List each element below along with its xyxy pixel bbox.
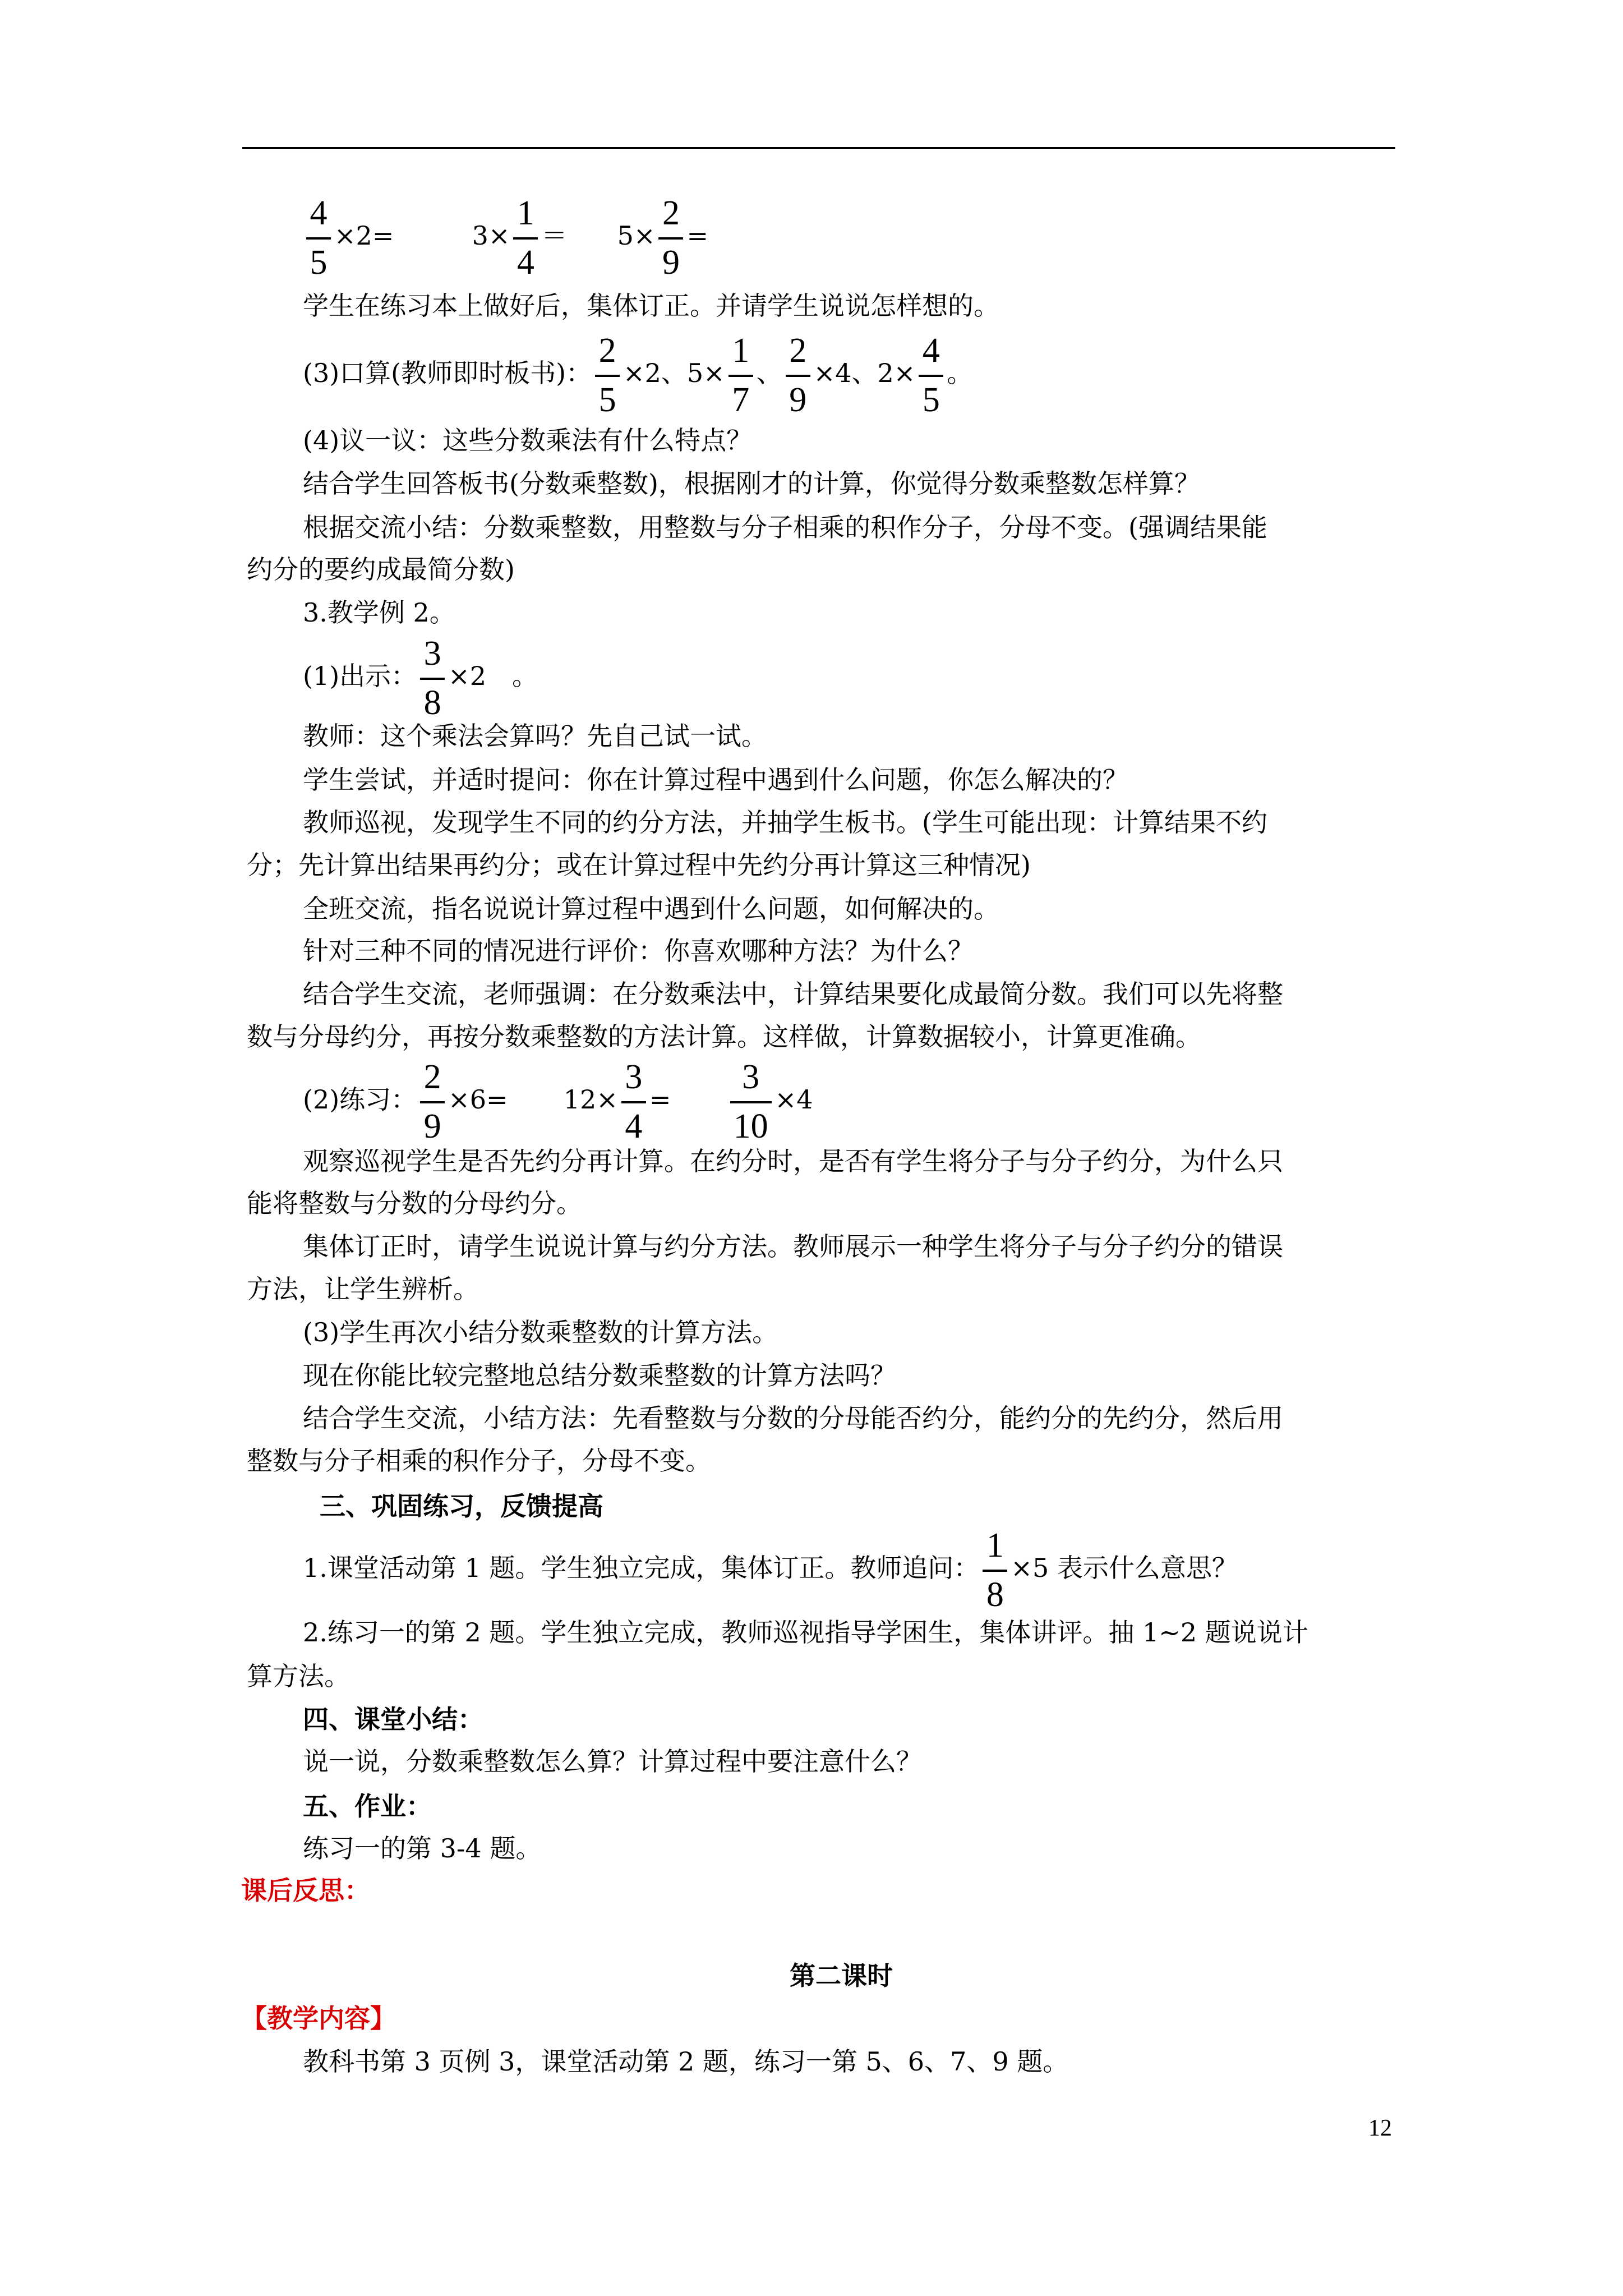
text-line: 结合学生交流，老师强调：在分数乘法中，计算结果要化成最简分数。我们可以先将整 [303, 979, 1283, 1009]
text-line: 根据交流小结：分数乘整数，用整数与分子相乘的积作分子，分母不变。(强调结果能 [303, 512, 1267, 542]
text-line: 观察巡视学生是否先约分再计算。在约分时，是否有学生将分子与分子约分，为什么只 [303, 1146, 1283, 1176]
section-heading: 三、巩固练习，反馈提高 [320, 1491, 603, 1521]
text-line: 结合学生交流，小结方法：先看整数与分数的分母能否约分，能约分的先约分，然后用 [303, 1403, 1283, 1433]
example-2-line: (1)出示： $\frac{3}{8}$ ×2 。 [303, 634, 538, 722]
section-heading: 五、作业： [303, 1791, 432, 1821]
activity-1-line: 1.课堂活动第 1 题。学生独立完成，集体订正。教师追问： $\frac{1}{8}$ ×5 表示什么意思？ [303, 1526, 1238, 1614]
exercise-row-1: $\frac{4}{5}$ ×2= 3× $\frac{1}{4}$ ＝ 5× $\frac{2}{9}$ = [303, 194, 708, 282]
text-line: 练习一的第 3-4 题。 [303, 1833, 542, 1864]
text-line: 分；先计算出结果再约分；或在计算过程中先约分再计算这三种情况) [247, 850, 1031, 880]
text-line: (4)议一议：这些分数乘法有什么特点？ [303, 425, 753, 455]
text-line: 方法，让学生辨析。 [247, 1274, 479, 1304]
header-rule [242, 147, 1395, 149]
fraction: $\frac{2}{9}$ [786, 331, 810, 420]
fraction: $\frac{1}{7}$ [728, 331, 753, 420]
section-heading: 四、课堂小结： [303, 1704, 483, 1734]
fraction: $\frac{2}{5}$ [595, 331, 620, 420]
text-line: 全班交流，指名说说计算过程中遇到什么问题，如何解决的。 [303, 894, 999, 924]
practice-line: (2)练习： $\frac{2}{9}$ ×6= 12× $\frac{3}{4}$ = $\frac{3}{10}$ ×4 [303, 1058, 813, 1145]
fraction: $\frac{2}{9}$ [420, 1057, 445, 1146]
text-line: 教师：这个乘法会算吗？先自己试一试。 [303, 721, 767, 751]
fraction: $\frac{4}{5}$ [919, 331, 943, 420]
text-line: 整数与分子相乘的积作分子，分母不变。 [247, 1446, 711, 1476]
page-number: 12 [1368, 2115, 1392, 2141]
reflection-heading: 课后反思： [241, 1875, 370, 1906]
text-line: 现在你能比较完整地总结分数乘整数的计算方法吗？ [303, 1360, 896, 1391]
text-line: 数与分母约分，再按分数乘整数的方法计算。这样做，计算数据较小，计算更准确。 [247, 1022, 1201, 1052]
text-line: 能将整数与分数的分母约分。 [247, 1188, 582, 1218]
fraction: $\frac{2}{9}$ [658, 194, 683, 282]
fraction: $\frac{4}{5}$ [306, 194, 331, 282]
oral-calc-line: (3)口算(教师即时板书)： $\frac{2}{5}$ ×2、5× $\frac{1}{7}$ 、 $\frac{2}{9}$ ×4、2× $\frac{4}{5}$ 。 [303, 332, 973, 419]
fraction: $\frac{1}{8}$ [983, 1526, 1007, 1614]
fraction: $\frac{1}{4}$ [513, 194, 538, 282]
text-line: 说一说，分数乘整数怎么算？计算过程中要注意什么？ [303, 1746, 922, 1777]
text-line: 学生在练习本上做好后，集体订正。并请学生说说怎样想的。 [303, 291, 999, 321]
text-line: 约分的要约成最简分数) [247, 554, 515, 585]
lesson-title: 第二课时 [790, 1961, 893, 1991]
text-line: 学生尝试，并适时提问：你在计算过程中遇到什么问题，你怎么解决的？ [303, 765, 1128, 795]
text-line: 算方法。 [247, 1661, 350, 1691]
text-line: 针对三种不同的情况进行评价：你喜欢哪种方法？为什么？ [303, 936, 974, 966]
text-line: 结合学生回答板书(分数乘整数)，根据刚才的计算，你觉得分数乘整数怎样算？ [303, 468, 1200, 499]
text-line: 教科书第 3 页例 3，课堂活动第 2 题，练习一第 5、6、7、9 题。 [303, 2046, 1069, 2077]
text-line: (3)学生再次小结分数乘整数的计算方法。 [303, 1317, 778, 1347]
text-line: 教师巡视，发现学生不同的约分方法，并抽学生板书。(学生可能出现：计算结果不约 [303, 807, 1267, 838]
fraction: $\frac{3}{4}$ [621, 1057, 646, 1146]
text-line: 2.练习一的第 2 题。学生独立完成，教师巡视指导学困生，集体讲评。抽 1~2 题说说计 [303, 1617, 1308, 1648]
teaching-content-heading: 【教学内容】 [241, 2003, 396, 2033]
text-line: 集体订正时，请学生说说计算与约分方法。教师展示一种学生将分子与分子约分的错误 [303, 1231, 1283, 1262]
text-line: 3.教学例 2。 [303, 597, 455, 628]
fraction: $\frac{3}{10}$ [730, 1057, 772, 1146]
fraction: $\frac{3}{8}$ [420, 634, 445, 723]
